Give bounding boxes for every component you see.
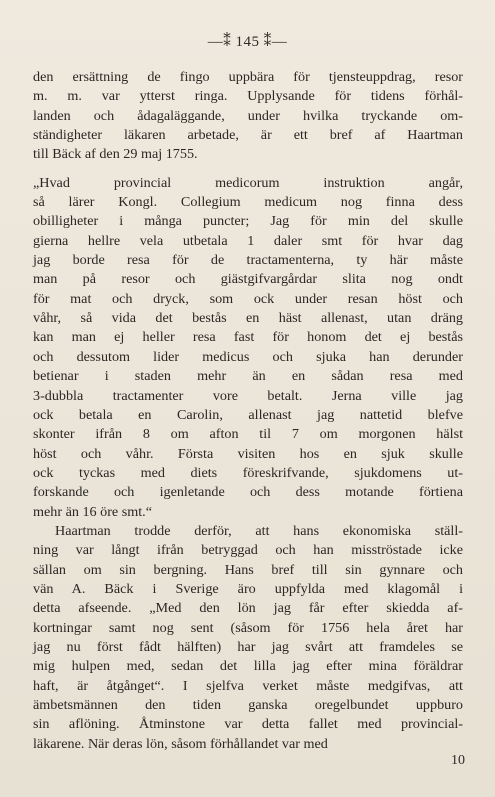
text-line: och dessutom lider medicus och sjuka han derunder — [33, 348, 463, 365]
text-line: våhr, så vida det bestås en häst allenast, utan dräng — [33, 310, 463, 327]
text-line: vän A. Bäck i Sverige äro uppfylda med klagomål i — [33, 580, 463, 597]
text-line: ock tyckas med diets föreskrifvande, sjukdomens ut- — [33, 464, 463, 481]
text-line: 3-dubbla tractamenter vore betalt. Jerna ville jag — [33, 387, 463, 404]
text-line: mig hulpen med, sedan det lilla jag efter mina föräldrar — [33, 658, 463, 675]
text-line: skonter ifrån 8 om afton til 7 om morgonen hälst — [33, 426, 463, 443]
text-line: ämbetsmännen den tiden ganska oregelbundet uppburo — [33, 697, 463, 713]
text-line: ständigheter läkaren arbetade, är ett bref af Haartman — [33, 127, 463, 144]
text-line: jag borde resa för de tractamenterna, ty här måste — [33, 252, 463, 269]
text-line: till Bäck af den 29 maj 1755. — [33, 146, 198, 163]
text-line: höst och våhr. Första visiten hos en sjuk skulle — [33, 445, 463, 462]
text-line: så lärer Kongl. Collegium medicum nog finna dess — [33, 194, 463, 211]
paragraph-3 — [33, 522, 463, 754]
text-line: mehr än 16 öre smt.“ — [33, 503, 152, 520]
text-line: sin aflöning. Åtminstone var detta fallet med provincial- — [33, 716, 463, 733]
paragraph-1 — [33, 68, 463, 165]
text-line: sällan om sin bergning. Hans bref till sin gynnare och — [33, 561, 463, 578]
text-line: jag nu först fådt hälften) har jag svårt att framdeles se — [33, 638, 463, 655]
page-text — [33, 68, 463, 754]
text-line: forskande och igenletande och dess motande förtiena — [33, 484, 463, 501]
text-line: obilligheter i många puncter; Jag för min del skulle — [33, 213, 463, 230]
paragraph-2-quote — [33, 174, 463, 522]
text-line: m. m. var ytterst ringa. Upplysande för tidens förhål- — [33, 88, 463, 105]
text-line: gierna hellre vela utbetala 1 daler smt för hvar dag — [33, 232, 463, 249]
text-line: kortningar samt nog sent (såsom för 1756 hela året har — [33, 619, 463, 636]
text-line: man på resor och giästgifvargårdar slita nog ondt — [33, 271, 463, 288]
page-header: —⁑ 145 ⁑— — [207, 34, 288, 50]
text-line: för mat och dryck, som ock under resan höst och — [33, 290, 463, 307]
text-line: den ersättning de fingo uppbära för tjensteuppdrag, resor — [33, 69, 463, 85]
text-line: ock betala en Carolin, allenast jag nattetid blefve — [33, 406, 463, 423]
text-line: detta afseende. „Med den lön jag får efter skiedda af- — [33, 600, 463, 617]
text-line: haft, är åtgånget“. I sjelfva verket måste medgifvas, att — [33, 677, 463, 694]
text-line: betienar i staden mehr än en sådan resa med — [33, 368, 463, 385]
text-line: läkarene. När deras lön, såsom förhållandet var med — [33, 735, 328, 752]
page-footer: 10 — [451, 753, 465, 768]
text-line: Haartman trodde derför, att hans ekonomiska ställ- — [55, 522, 463, 539]
text-line: ning var långt ifrån betryggad och han misströstade icke — [33, 542, 463, 559]
text-line: kan man ej heller resa fast för honom det ej bestås — [33, 329, 463, 346]
text-line: landen och ådagaläggande, under hvilka tryckande om- — [33, 107, 463, 124]
text-line: „Hvad provincial medicorum instruktion angår, — [33, 174, 463, 191]
